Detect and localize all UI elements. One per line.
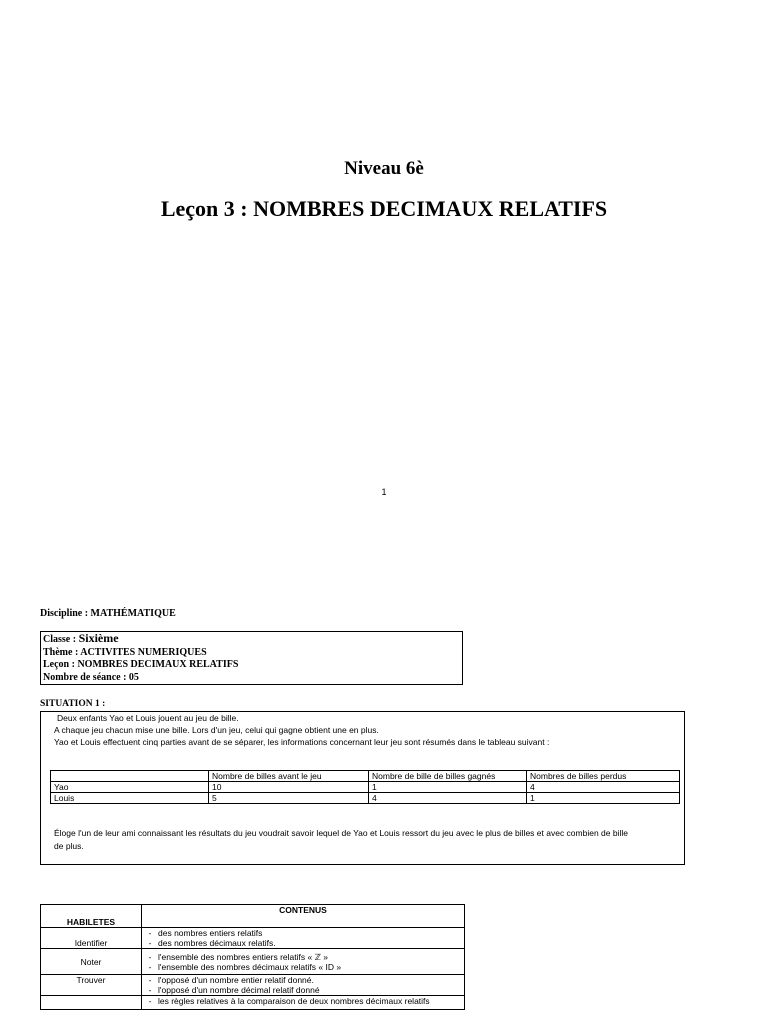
marbles-table: [50, 770, 680, 804]
table-cell: 1: [369, 782, 527, 793]
page-number: 1: [381, 487, 387, 497]
skill-contents: [142, 928, 465, 949]
lesson-title: Leçon 3 : NOMBRES DECIMAUX RELATIFS: [160, 196, 608, 221]
table-header-cell: Nombre de billes avant le jeu: [209, 771, 369, 782]
skill-verb: Noter: [41, 949, 142, 975]
class-label: Classe :: [43, 634, 79, 645]
situation-label: SITUATION 1 :: [40, 699, 106, 709]
table-header-row: [51, 771, 680, 782]
skill-verb: Trouver: [41, 975, 142, 996]
question-text-line: de plus.: [54, 841, 84, 851]
course-info-box: [40, 631, 463, 685]
content-item: - l'ensemble des nombres entiers relatifs « ℤ »: [142, 952, 464, 962]
table-cell: Yao: [51, 782, 209, 793]
table-row: [51, 793, 680, 804]
content-item: - des nombres entiers relatifs: [142, 928, 464, 938]
content-item: - des nombres décimaux relatifs.: [142, 938, 464, 948]
content-item: - l'opposé d'un nombre décimal relatif donné: [142, 985, 464, 995]
situation-text-line: Deux enfants Yao et Louis jouent au jeu de bille.: [57, 713, 239, 723]
sessions-line: Nombre de séance : 05: [43, 671, 139, 683]
table-cell: 10: [209, 782, 369, 793]
level-heading: Niveau 6è: [344, 158, 424, 179]
theme-line: Thème : ACTIVITES NUMERIQUES: [43, 646, 207, 658]
skill-contents: [142, 949, 465, 975]
skills-row: [41, 928, 465, 949]
skills-row: [41, 975, 465, 996]
lesson-line: Leçon : NOMBRES DECIMAUX RELATIFS: [43, 659, 239, 670]
content-item: - l'opposé d'un nombre entier relatif donné.: [142, 975, 464, 985]
table-cell: 4: [527, 782, 680, 793]
table-header-cell: Nombres de billes perdus: [527, 771, 680, 782]
table-cell: Louis: [51, 793, 209, 804]
question-text-line: Éloge l'un de leur ami connaissant les résultats du jeu voudrait savoir lequel de Yao et Louis ressort du jeu avec le plus de billes et avec combien de bille: [54, 828, 628, 838]
skill-verb: Identifier: [41, 928, 142, 949]
table-cell: 1: [527, 793, 680, 804]
skill-contents: [142, 996, 465, 1010]
content-item: - l'ensemble des nombres décimaux relatifs « ID »: [142, 962, 464, 972]
table-cell: 5: [209, 793, 369, 804]
table-header-cell: [51, 771, 209, 782]
skills-header-row: [41, 905, 465, 928]
skill-verb: [41, 996, 142, 1010]
contenus-header: CONTENUS: [142, 905, 465, 928]
situation-text-line: Yao et Louis effectuent cinq parties avant de se séparer, les informations concernant leur jeu sont résumés dans le tableau suivant :: [54, 737, 550, 747]
skills-row: [41, 996, 465, 1010]
table-cell: 4: [369, 793, 527, 804]
situation-box: [40, 711, 685, 865]
skills-table: [40, 904, 465, 1010]
table-header-cell: Nombre de bille de billes gagnés: [369, 771, 527, 782]
class-line: [43, 632, 462, 647]
discipline-label: Discipline : MATHÉMATIQUE: [40, 608, 176, 619]
skill-contents: [142, 975, 465, 996]
table-row: [51, 782, 680, 793]
content-item: - les règles relatives à la comparaison de deux nombres décimaux relatifs: [142, 996, 464, 1009]
skills-row: [41, 949, 465, 975]
habiletes-header: HABILETES: [41, 905, 142, 928]
class-value: Sixième: [78, 631, 119, 645]
situation-text-line: A chaque jeu chacun mise une bille. Lors d'un jeu, celui qui gagne obtient une en plus.: [54, 725, 379, 735]
